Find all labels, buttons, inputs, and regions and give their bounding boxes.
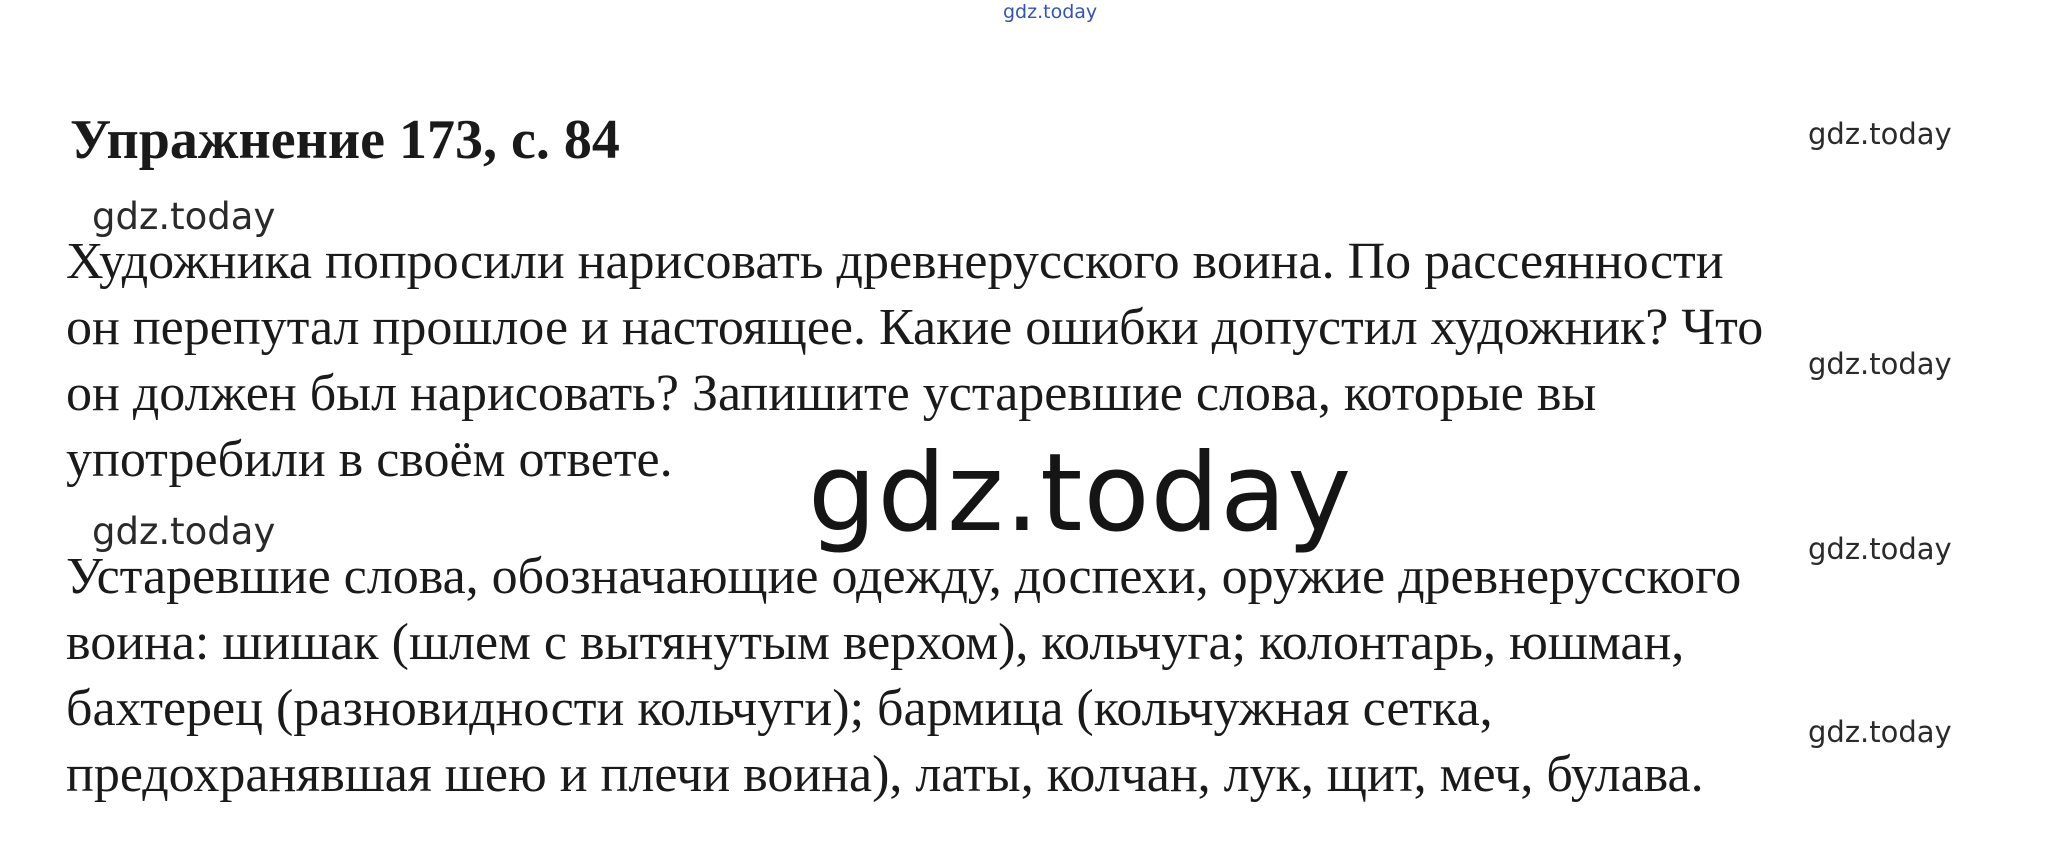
watermark-left-1: gdz.today bbox=[92, 195, 276, 238]
answer-line: бахтерец (разновидности кольчуги); бармица (кольчужная сетка, bbox=[66, 680, 1493, 737]
exercise-title: Упражнение 173, с. 84 bbox=[70, 109, 620, 171]
watermark-top: gdz.today bbox=[1003, 1, 1098, 23]
task-line: он должен был нарисовать? Запишите устаревшие слова, которые вы bbox=[66, 365, 1597, 422]
answer-line: воина: шишак (шлем с вытянутым верхом), кольчуга; колонтарь, юшман, bbox=[66, 614, 1685, 671]
watermark-right-2: gdz.today bbox=[1808, 347, 1952, 381]
answer-line: Устаревшие слова, обозначающие одежду, доспехи, оружие древнерусского bbox=[66, 548, 1742, 605]
task-line: употребили в своём ответе. bbox=[66, 431, 673, 488]
watermark-right-1: gdz.today bbox=[1808, 117, 1952, 151]
task-line: Художника попросили нарисовать древнерусского воина. По рассеянности bbox=[66, 233, 1724, 290]
watermark-left-2: gdz.today bbox=[92, 510, 276, 553]
answer-line: предохранявшая шею и плечи воина), латы, колчан, лук, щит, меч, булава. bbox=[66, 746, 1704, 803]
watermark-right-3: gdz.today bbox=[1808, 532, 1952, 566]
answer-text bbox=[66, 544, 1741, 808]
watermark-large: gdz.today bbox=[808, 431, 1353, 556]
watermark-right-4: gdz.today bbox=[1808, 715, 1952, 749]
task-line: он перепутал прошлое и настоящее. Какие ошибки допустил художник? Что bbox=[66, 299, 1764, 356]
